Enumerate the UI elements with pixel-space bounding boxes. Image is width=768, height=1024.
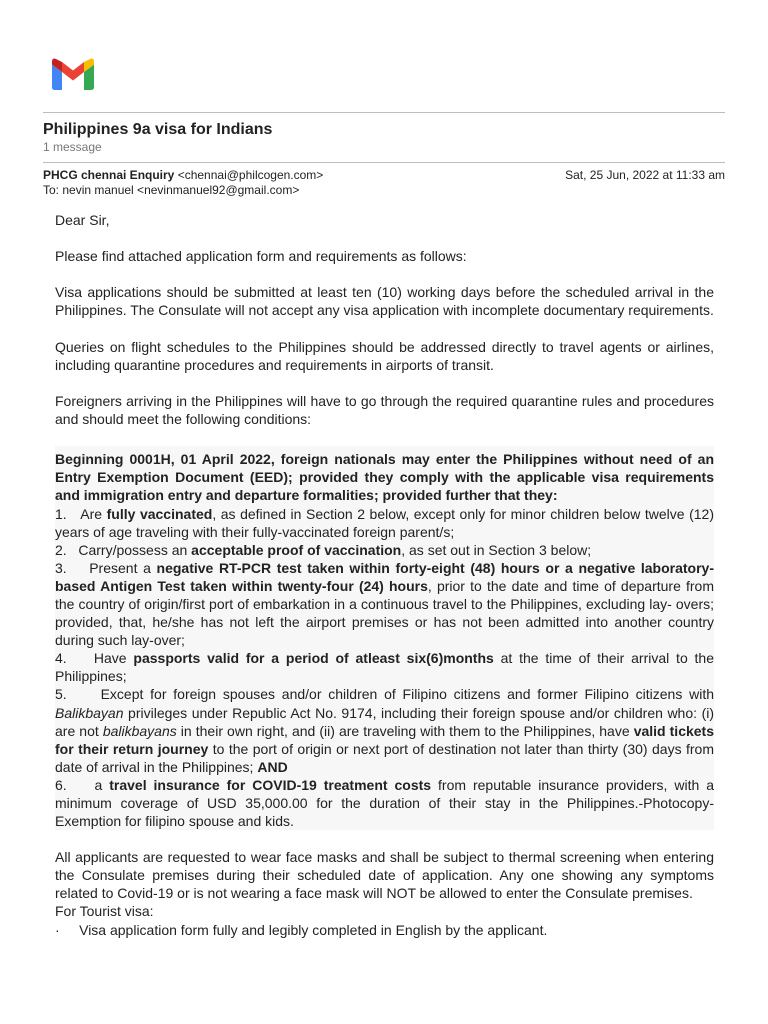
tourist-visa-bullet: · Visa application form fully and legibly completed in English by the applicant. [55, 921, 548, 938]
email-body [55, 211, 714, 939]
condition-item-4: 4. Have passports valid for a period of atleast six(6)months at the time of their arrival to the Philippines; [55, 650, 715, 685]
paragraph-face-masks: All applicants are requested to wear face masks and shall be subject to thermal screening when entering the Consulate premises during their scheduled date of application. Any one showing any symptoms related to Covid-19 or is not wearing a face mask will NOT be allowed to enter the Consulate premises. [55, 849, 714, 902]
paragraph-intro: Please find attached application form and requirements as follows: [55, 248, 467, 265]
paragraph-flight-queries: Queries on flight schedules to the Philippines should be addressed directly to travel agents or airlines, including quarantine procedures and requirements in airports of transit. [55, 338, 714, 373]
top-divider [43, 112, 725, 113]
condition-item-2: 2. Carry/possess an acceptable proof of vaccination, as set out in Section 3 below; [55, 541, 592, 558]
condition-item-3: 3. Present a negative RT-PCR test taken within forty-eight (48) hours or a negative laboratory-based Antigen Test taken within twenty-four (24) hours, prior to the date and time of departure from the country of origin/first port of embarkation in a continuous travel to the Philippines, excluding lay- overs; provided, that, he/she has not left the airport premises or has not been admitted into another country during such lay-over; [55, 559, 715, 649]
condition-item-5: 5. Except for foreign spouses and/or children of Filipino citizens and former Filipino citizens with Balikbayan privileges under Republic Act No. 9174, including their foreign spouse and/or children who: (i) are not balikbayans in their own right, and (ii) are traveling with them to the Philippines, have valid tickets for their return journey to the port of origin or next port of destination not later than thirty (30) days from date of arrival in the Philippines; AND [55, 686, 715, 775]
gmail-logo-icon [52, 58, 94, 90]
paragraph-quarantine: Foreigners arriving in the Philippines will have to go through the required quarantine rules and procedures and should meet the following conditions: [55, 392, 714, 428]
recipient-line: To: nevin manuel <nevinmanuel92@gmail.com> [43, 183, 300, 197]
header-divider [43, 162, 725, 163]
condition-item-6: 6. a travel insurance for COVID-19 treatment costs from reputable insurance providers, with a minimum coverage of USD 35,000.00 for the duration of their stay in the Philippines.-Photocopy-Exemption for filipino spouse and kids. [55, 776, 714, 830]
sender-email[interactable]: <chennai@philcogen.com> [177, 168, 324, 182]
message-count: 1 message [43, 140, 102, 154]
conditions-block [55, 446, 714, 830]
conditions-intro: Beginning 0001H, 01 April 2022, foreign nationals may enter the Philippines without need of an Entry Exemption Document (EED); provided they comply with the applicable visa requirements and immigration entry and departure formalities; provided further that they: [55, 451, 714, 504]
greeting: Dear Sir, [55, 212, 110, 228]
email-subject: Philippines 9a visa for Indians [43, 121, 273, 138]
sender-name: PHCG chennai Enquiry [43, 168, 175, 182]
condition-item-1: 1. Are fully vaccinated, as defined in Section 2 below, except only for minor children below twelve (12) years of age traveling with their fully-vaccinated foreign parent/s; [55, 505, 714, 540]
paragraph-submission: Visa applications should be submitted at least ten (10) working days before the scheduled arrival in the Philippines. The Consulate will not accept any visa application with incomplete documentary requirements. [55, 284, 714, 319]
tourist-visa-heading: For Tourist visa: [55, 903, 154, 920]
sent-date: Sat, 25 Jun, 2022 at 11:33 am [565, 168, 725, 182]
sender-line [43, 168, 323, 183]
